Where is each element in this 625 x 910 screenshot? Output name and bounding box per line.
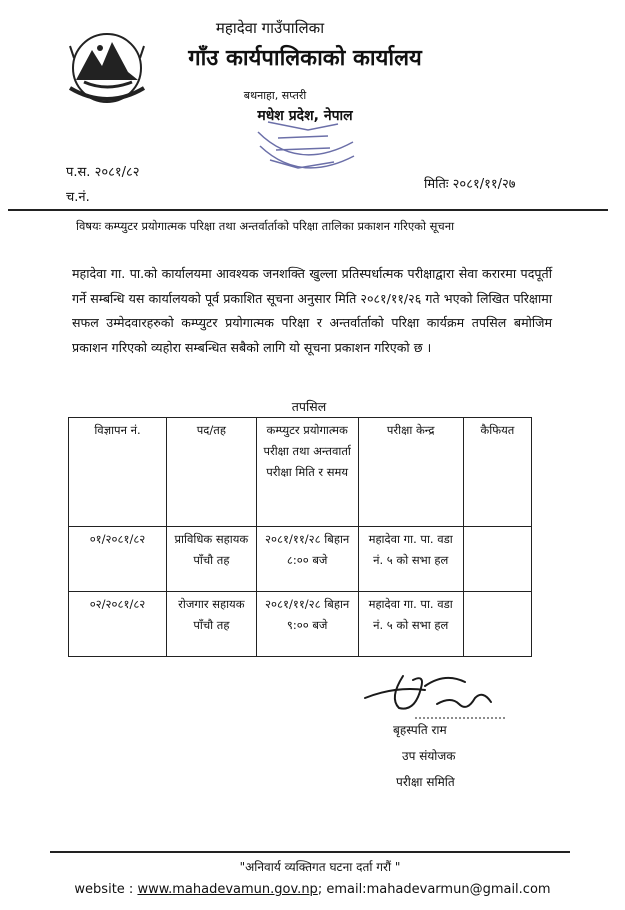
cell-exam-date-time: २०८१/११/२८ बिहान ९:०० बजे [256, 592, 358, 657]
table-caption: तपसिल [291, 399, 327, 414]
footer-divider [50, 851, 570, 853]
reference-number: प.स. २०८१/८२ [66, 165, 140, 180]
signatory-name: बृहस्पति राम [393, 723, 447, 737]
cell-post-level: प्राविधिक सहायक पाँचौ तह [167, 527, 257, 592]
header-exam-center: परीक्षा केन्द्र [358, 418, 463, 527]
footer-contact [0, 882, 625, 897]
table-row [69, 527, 532, 592]
cell-exam-date-time: २०८१/११/२८ बिहान ८:०० बजे [256, 527, 358, 592]
cell-post-level: रोजगार सहायक पाँचौ तह [167, 592, 257, 657]
dispatch-number: च.नं. [66, 190, 90, 205]
email-address[interactable]: mahadevarmun@gmail.com [366, 882, 551, 897]
notice-body: महादेवा गा. पा.को कार्यालयमा आवश्यक जनशक्ति खुल्ला प्रतिस्पर्धात्मक परीक्षाद्वारा सेवा करारमा पदपूर्ती गर्ने सम्बन्धि यस कार्यालयको पूर्व प्रकाशित सूचना अनुसार मिति २०८१/११/२६ गते भएको लिखित परिक्षामा सफल उम्मेदवारहरुको कम्प्युटर प्रयोगात्मक परिक्षा र अन्तर्वार्ताको परिक्षा कार्यक्रम तपसिल बमोजिम प्रकाशन गरिएको व्यहोरा सम्बन्धित सबैको लागि यो सूचना प्रकाशन गरिएको छ । [72, 266, 552, 355]
cell-ad-number: ०२/२०८१/८२ [69, 592, 167, 657]
table-row [69, 592, 532, 657]
handwritten-signature [355, 668, 515, 724]
website-link[interactable]: www.mahadevamun.gov.np [137, 882, 318, 897]
nepal-emblem-logo [62, 28, 152, 110]
office-title: गाँउ कार्यपालिकाको कार्यालय [188, 46, 422, 71]
subject-line: विषयः कम्प्युटर प्रयोगात्मक परिक्षा तथा अन्तर्वार्ताको परिक्षा तालिका प्रकाशन गरिएको सूचना [76, 219, 455, 233]
footer-motto: "अनिवार्य व्यक्तिगत घटना दर्ता गरौं " [239, 860, 401, 874]
header-divider [8, 209, 608, 211]
cell-exam-center: महादेवा गा. पा. वडा नं. ५ को सभा हल [358, 527, 463, 592]
province-name: मधेश प्रदेश, नेपाल [257, 108, 353, 124]
website-label: website : [74, 882, 138, 897]
municipality-name: महादेवा गाउँपालिका [215, 19, 325, 37]
letter-date: मितिः २०८१/११/२७ [424, 177, 516, 192]
cell-remarks [463, 592, 531, 657]
signatory-committee: परीक्षा समिति [396, 775, 455, 789]
table-header-row [69, 418, 532, 527]
office-address: बथनाहा, सप्तरी [243, 89, 307, 102]
header-exam-date-time: कम्प्युटर प्रयोगात्मक परीक्षा तथा अन्तवार्ता परीक्षा मिति र समय [256, 418, 358, 527]
header-ad-number: विज्ञापन नं. [69, 418, 167, 527]
header-remarks: कैफियत [463, 418, 531, 527]
cell-exam-center: महादेवा गा. पा. वडा नं. ५ को सभा हल [358, 592, 463, 657]
exam-schedule-table [68, 417, 532, 657]
official-stamp [238, 102, 368, 184]
cell-remarks [463, 527, 531, 592]
signatory-title: उप संयोजक [402, 749, 456, 763]
header-post-level: पद/तह [167, 418, 257, 527]
cell-ad-number: ०१/२०८१/८२ [69, 527, 167, 592]
email-label: ; email: [317, 882, 367, 897]
